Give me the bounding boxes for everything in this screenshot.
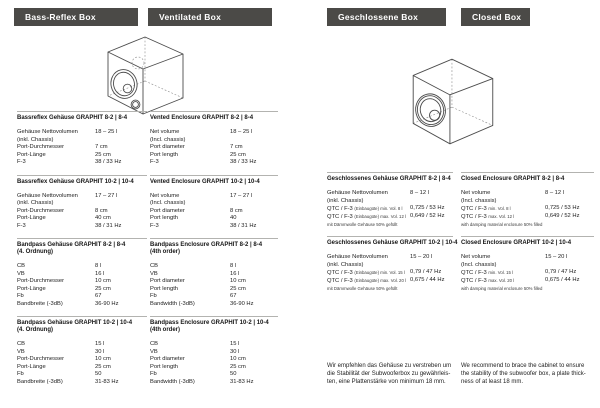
spec-label: Net volume xyxy=(461,190,491,196)
spec-value: 15 l xyxy=(230,341,240,347)
spec-row xyxy=(327,254,453,262)
spec-row xyxy=(17,271,147,279)
spec-section xyxy=(150,316,278,386)
spec-label: (Incl. chassis) xyxy=(150,136,186,143)
spec-row xyxy=(17,301,147,309)
spec-label: Fb xyxy=(17,293,24,299)
spec-label: Port-Länge xyxy=(17,363,46,370)
spec-row xyxy=(17,137,147,145)
spec-section-header xyxy=(17,320,147,334)
spec-row xyxy=(461,205,594,213)
spec-label: Fb xyxy=(150,293,157,299)
spec-section-header xyxy=(327,240,458,247)
spec-section-header xyxy=(461,176,594,183)
spec-footnote: with damping material enclosure 50% filled xyxy=(461,286,543,291)
spec-row xyxy=(17,349,147,357)
spec-label: QTC / F-3 xyxy=(461,277,487,284)
spec-label: (inkl. Chassis) xyxy=(327,261,364,268)
note-line: ness of at least 18 mm. xyxy=(461,378,524,385)
spec-label: QTC / F-3 xyxy=(327,270,353,276)
spec-row xyxy=(150,379,278,387)
spec-value: 8 cm xyxy=(230,207,243,214)
spec-label: QTC / F-3 xyxy=(327,277,353,284)
spec-row xyxy=(17,200,147,208)
spec-value: 40 xyxy=(230,215,237,221)
spec-row xyxy=(327,205,453,213)
spec-section-title: Bandpass Gehäuse GRAPHIT 8-2 | 8-4 xyxy=(17,242,126,248)
spec-row xyxy=(150,278,278,286)
spec-label: Port-Länge xyxy=(17,285,46,292)
spec-value: 15 – 20 l xyxy=(545,254,568,260)
spec-section-subtitle: (4th order) xyxy=(150,327,180,333)
closed-box-line-drawing xyxy=(403,56,505,148)
spec-row xyxy=(17,371,147,379)
spec-value: 8 l xyxy=(230,263,237,269)
bass-reflex-box-line-drawing xyxy=(98,34,193,116)
spec-column-bassreflex-german xyxy=(17,111,147,394)
spec-row xyxy=(150,271,278,279)
spec-value: 25 cm xyxy=(230,285,246,292)
spec-label: VB xyxy=(150,348,158,355)
spec-label: Port diameter xyxy=(150,207,185,214)
spec-footnote: mit Dämmwolle Gehäuse 50% gefüllt xyxy=(327,222,398,227)
spec-value: 16 l xyxy=(230,270,240,277)
spec-label: (Incl. chassis) xyxy=(461,197,497,204)
spec-value: 30 l xyxy=(95,348,105,355)
spec-value: 36-90 Hz xyxy=(230,300,254,307)
spec-row xyxy=(327,269,453,277)
spec-row xyxy=(150,152,278,160)
spec-row xyxy=(150,349,278,357)
spec-section-header xyxy=(150,242,278,256)
spec-section-subtitle: (4th order) xyxy=(150,249,180,255)
spec-label: Bandwidth (-3dB) xyxy=(150,300,195,307)
spec-label: F-3 xyxy=(150,222,159,229)
spec-label: CB xyxy=(150,341,159,347)
spec-value: 8 l xyxy=(95,263,102,269)
spec-label: VB xyxy=(17,348,25,355)
spec-row xyxy=(17,341,147,349)
spec-label: F-3 xyxy=(17,159,26,165)
spec-value: 25 cm xyxy=(95,363,111,370)
spec-label-detail: (Einbaugüte) min. Vol. 8 l xyxy=(354,206,403,211)
spec-label: CB xyxy=(150,263,159,269)
spec-row xyxy=(150,223,278,231)
spec-row xyxy=(150,215,278,223)
spec-value: 7 cm xyxy=(230,144,243,150)
spec-footnote: with damping material enclosure 50% filled xyxy=(461,222,543,227)
spec-label: Port-Durchmesser xyxy=(17,144,65,150)
spec-label: (Incl. chassis) xyxy=(150,200,186,206)
spec-label: F-3 xyxy=(150,159,159,165)
spec-label: QTC / F-3 xyxy=(327,213,353,220)
spec-label: Fb xyxy=(150,371,157,377)
spec-value: 38 / 33 Hz xyxy=(230,159,257,165)
spec-value: 25 cm xyxy=(95,285,111,292)
spec-row xyxy=(17,215,147,223)
bracing-note-german xyxy=(327,363,459,387)
spec-label: Net volume xyxy=(150,192,180,199)
spec-row xyxy=(150,263,278,271)
spec-label: Port-Durchmesser xyxy=(17,356,65,362)
spec-section-title: Bandpass Enclosure GRAPHIT 10-2 | 10-4 xyxy=(150,320,269,326)
spec-label: Port length xyxy=(150,363,179,370)
spec-value: 0,649 / 52 Hz xyxy=(410,212,445,219)
spec-section-title: Vented Enclosure GRAPHIT 10-2 | 10-4 xyxy=(150,178,260,185)
spec-value: 17 – 27 l xyxy=(230,192,253,199)
spec-value: 0,79 / 47 Hz xyxy=(545,269,577,275)
spec-label: F-3 xyxy=(17,222,26,229)
spec-label: Port-Durchmesser xyxy=(17,207,65,214)
spec-label: Port-Länge xyxy=(17,151,46,158)
spec-value: 30 l xyxy=(230,348,240,355)
spec-label: QTC / F-3 xyxy=(461,206,487,212)
spec-label: QTC / F-3 xyxy=(327,206,353,212)
spec-row xyxy=(327,198,453,206)
spec-value: 0,675 / 44 Hz xyxy=(410,276,445,283)
spec-column-closed-english xyxy=(461,172,594,300)
spec-row xyxy=(461,262,594,270)
spec-value: 50 xyxy=(230,371,237,377)
spec-label: Gehäuse Nettovolumen xyxy=(327,190,388,196)
spec-value: 25 cm xyxy=(230,363,246,370)
spec-row xyxy=(17,208,147,216)
spec-section-subtitle: (4. Ordnung) xyxy=(17,249,53,255)
spec-value: 67 xyxy=(230,293,237,299)
spec-row xyxy=(150,293,278,301)
spec-section xyxy=(461,172,594,228)
spec-row xyxy=(150,301,278,309)
spec-row xyxy=(17,129,147,137)
spec-label: Net volume xyxy=(150,129,180,135)
spec-label-detail: (Einbaugüte) max. Vol. 12 l xyxy=(354,213,406,219)
spec-row xyxy=(150,286,278,294)
spec-label-detail: max. Vol. 20 l xyxy=(488,277,515,283)
note-line: the stability of the subwoofer box, a plate thick- xyxy=(461,370,586,377)
spec-value: 8 cm xyxy=(95,207,108,214)
spec-row xyxy=(461,277,594,285)
spec-section-title: Bassreflex Gehäuse GRAPHIT 10-2 | 10-4 xyxy=(17,178,134,185)
spec-row xyxy=(327,213,453,221)
spec-row xyxy=(461,198,594,206)
spec-value: 0,725 / 53 Hz xyxy=(410,205,445,211)
spec-label: Port length xyxy=(150,285,179,292)
spec-section-title: Bandpass Enclosure GRAPHIT 8-2 | 8-4 xyxy=(150,242,263,248)
spec-value: 10 cm xyxy=(95,278,111,284)
spec-label-detail: max. Vol. 12 l xyxy=(488,213,515,219)
spec-section-header xyxy=(150,115,278,122)
spec-value: 8 – 12 l xyxy=(410,190,430,196)
spec-label: Gehäuse Nettovolumen xyxy=(327,254,388,260)
spec-section xyxy=(327,236,458,292)
spec-value: 67 xyxy=(95,293,102,299)
spec-row xyxy=(461,213,594,221)
spec-label: Port length xyxy=(150,151,179,158)
spec-row xyxy=(150,129,278,137)
spec-label: Port diameter xyxy=(150,144,185,150)
spec-label: CB xyxy=(17,263,26,269)
spec-label: (inkl. Chassis) xyxy=(17,136,54,143)
spec-value: 25 cm xyxy=(95,151,111,158)
spec-row xyxy=(17,286,147,294)
spec-row xyxy=(17,223,147,231)
note-line: We recommend to brace the cabinet to ensure xyxy=(461,363,585,369)
spec-section-title: Bassreflex Gehäuse GRAPHIT 8-2 | 8-4 xyxy=(17,115,128,121)
spec-section-subtitle: (4. Ordnung) xyxy=(17,327,53,333)
spec-value: 18 – 25 l xyxy=(230,129,253,135)
spec-value: 50 xyxy=(95,371,102,377)
spec-column-vented-english xyxy=(150,111,278,394)
spec-section-header xyxy=(17,179,147,186)
spec-row xyxy=(17,379,147,387)
spec-section-title: Geschlossenes Gehäuse GRAPHIT 8-2 | 8-4 xyxy=(327,176,451,182)
spec-label: Gehäuse Nettovolumen xyxy=(17,129,78,135)
spec-value: 10 cm xyxy=(230,278,246,284)
spec-row xyxy=(150,144,278,152)
spec-section xyxy=(17,238,147,308)
spec-label: Port diameter xyxy=(150,356,185,362)
spec-section-header xyxy=(150,179,278,186)
spec-value: 36-90 Hz xyxy=(95,300,119,307)
spec-value: 31-83 Hz xyxy=(230,378,254,385)
spec-row xyxy=(327,262,453,270)
spec-row xyxy=(17,263,147,271)
spec-row xyxy=(150,341,278,349)
spec-section-title: Geschlossenes Gehäuse GRAPHIT 10-2 | 10-4 xyxy=(327,240,458,246)
spec-label: Gehäuse Nettovolumen xyxy=(17,192,78,199)
note-line: ten, eine Plattenstärke von minimum 18 mm. xyxy=(327,378,446,385)
spec-row xyxy=(17,356,147,364)
spec-label: QTC / F-3 xyxy=(461,213,487,220)
spec-value: 0,649 / 52 Hz xyxy=(545,212,580,219)
spec-value: 0,79 / 47 Hz xyxy=(410,269,442,275)
spec-value: 15 l xyxy=(95,341,105,347)
spec-value: 0,725 / 53 Hz xyxy=(545,205,580,211)
spec-section xyxy=(150,238,278,308)
spec-label: QTC / F-3 xyxy=(461,270,487,276)
spec-value: 38 / 33 Hz xyxy=(95,159,122,165)
spec-row xyxy=(17,293,147,301)
spec-section xyxy=(150,111,278,167)
spec-section-title: Vented Enclosure GRAPHIT 8-2 | 8-4 xyxy=(150,115,254,121)
spec-row xyxy=(17,159,147,167)
spec-value: 31-83 Hz xyxy=(95,378,119,385)
spec-value: 38 / 31 Hz xyxy=(230,222,257,229)
spec-label: VB xyxy=(17,270,25,277)
spec-value: 40 cm xyxy=(95,215,111,221)
spec-section xyxy=(461,236,594,292)
spec-label: CB xyxy=(17,341,26,347)
spec-section xyxy=(327,172,453,228)
spec-section-header xyxy=(327,176,453,183)
spec-footnote: mit Dämmwolle Gehäuse 50% gefüllt xyxy=(327,286,398,291)
spec-column-geschlossen-german xyxy=(327,172,458,300)
spec-label: Bandbreite (-3dB) xyxy=(17,300,63,307)
spec-label: (Incl. chassis) xyxy=(461,261,497,268)
spec-section-header xyxy=(461,240,594,247)
spec-label: (inkl. Chassis) xyxy=(327,197,364,204)
spec-section-header xyxy=(17,242,147,256)
spec-section-title: Bandpass Gehäuse GRAPHIT 10-2 | 10-4 xyxy=(17,320,133,326)
section-header-closed-box: Closed Box xyxy=(461,8,530,26)
note-line: Wir empfehlen das Gehäuse zu verstreben um xyxy=(327,363,452,369)
spec-section-header xyxy=(17,115,147,122)
spec-value: 18 – 25 l xyxy=(95,129,118,135)
spec-label: (inkl. Chassis) xyxy=(17,200,54,206)
spec-label: VB xyxy=(150,270,158,277)
spec-label: Bandwidth (-3dB) xyxy=(150,378,195,385)
spec-section-title: Closed Enclosure GRAPHIT 8-2 | 8-4 xyxy=(461,176,565,182)
spec-row xyxy=(461,190,594,198)
spec-row xyxy=(150,137,278,145)
spec-value: 16 l xyxy=(95,270,105,277)
spec-label-detail: (Einbaugüte) min. Vol. 15 l xyxy=(354,270,405,275)
spec-value: 10 cm xyxy=(95,356,111,362)
spec-row xyxy=(17,364,147,372)
spec-label-detail: (Einbaugüte) max. Vol. 20 l xyxy=(354,277,406,283)
spec-row xyxy=(150,208,278,216)
spec-value: 10 cm xyxy=(230,356,246,362)
spec-row xyxy=(327,277,453,285)
spec-row xyxy=(327,190,453,198)
bracing-note-english xyxy=(461,363,599,387)
spec-row xyxy=(150,193,278,201)
spec-section xyxy=(17,316,147,386)
spec-value: 0,675 / 44 Hz xyxy=(545,276,580,283)
spec-label: Net volume xyxy=(461,254,491,260)
spec-row xyxy=(150,159,278,167)
spec-label: Bandbreite (-3dB) xyxy=(17,378,63,385)
spec-row xyxy=(150,356,278,364)
spec-label: Fb xyxy=(17,371,24,377)
spec-section-header xyxy=(150,320,278,334)
spec-label-detail: min. Vol. 15 l xyxy=(488,270,513,275)
spec-section-title: Closed Enclosure GRAPHIT 10-2 | 10-4 xyxy=(461,240,572,246)
spec-row xyxy=(17,144,147,152)
spec-row xyxy=(17,278,147,286)
section-header-bass-reflex-box: Bass-Reflex Box xyxy=(14,8,138,26)
spec-section xyxy=(17,175,147,231)
section-header-geschlossene-box: Geschlossene Box xyxy=(327,8,446,26)
spec-row xyxy=(461,269,594,277)
spec-row xyxy=(17,193,147,201)
spec-value: 7 cm xyxy=(95,144,108,150)
spec-value: 25 cm xyxy=(230,151,246,158)
spec-label: Port diameter xyxy=(150,278,185,284)
spec-label: Port-Durchmesser xyxy=(17,278,65,284)
spec-value: 15 – 20 l xyxy=(410,254,433,260)
spec-row xyxy=(150,200,278,208)
spec-row xyxy=(150,371,278,379)
spec-label: Port length xyxy=(150,215,179,221)
spec-row xyxy=(17,152,147,160)
spec-value: 17 – 27 l xyxy=(95,192,118,199)
spec-label-detail: min. Vol. 8 l xyxy=(488,206,511,211)
spec-row xyxy=(461,254,594,262)
spec-section xyxy=(150,175,278,231)
spec-section xyxy=(17,111,147,167)
spec-row xyxy=(150,364,278,372)
spec-label: Port-Länge xyxy=(17,215,46,221)
note-line: die Stabilität der Subwooferbox zu gewährleis- xyxy=(327,370,451,377)
spec-value: 8 – 12 l xyxy=(545,190,565,196)
section-header-ventilated-box: Ventilated Box xyxy=(148,8,272,26)
spec-value: 38 / 31 Hz xyxy=(95,222,122,229)
